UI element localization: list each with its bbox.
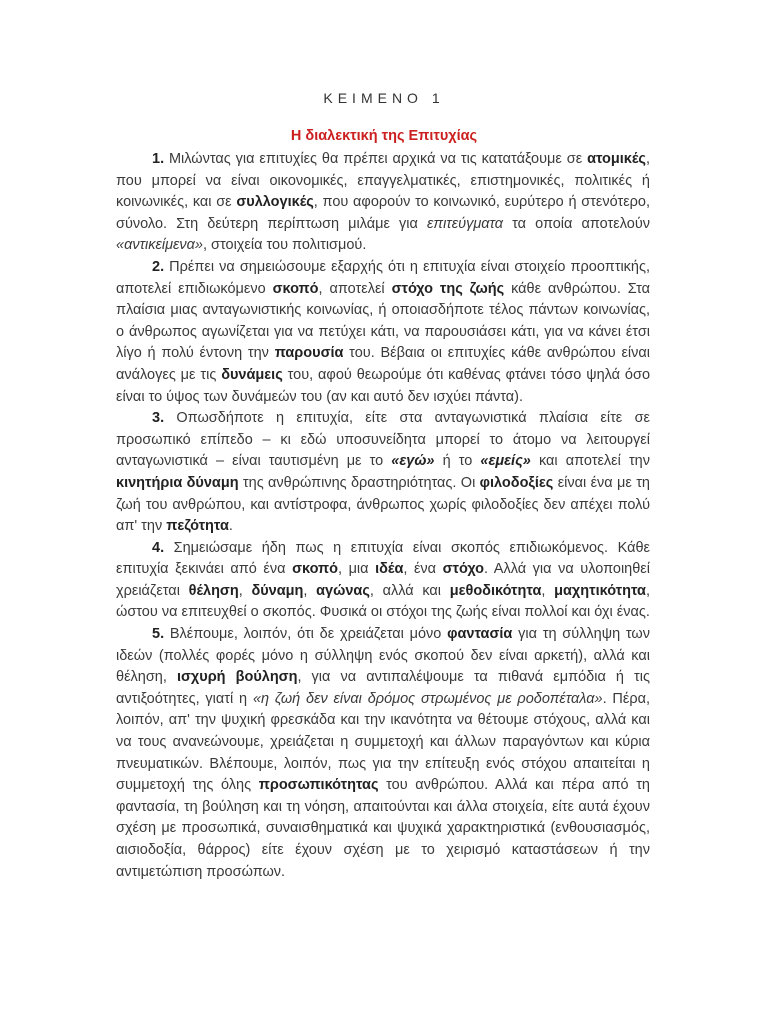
italic-phrase: επιτεύγματα	[427, 215, 504, 232]
text-run: Σημειώσαμε ήδη πως η επιτυχία είναι σκοπός επιδιωκόμενος. Κάθε επιτυχία ξεκινάει από ένα	[116, 539, 650, 578]
text-run: Βλέπουμε, λοιπόν, ότι δε χρειάζεται μόνο	[164, 626, 448, 643]
text-run: ,	[541, 582, 555, 599]
paragraph-number: 2.	[152, 258, 165, 275]
paragraph-number: 4.	[152, 539, 165, 556]
text-run: .	[228, 518, 233, 535]
text-run: κάθε ανθρώπου. Στα πλαίσια μιας ανταγωνιστικής κοινωνίας, ή οποιασδήποτε τέλος πάντων κοινωνίας, ο άνθρωπος αγωνίζεται για να πετύχει κάτι, να παρουσιάσει κάτι, για να κάνει έτσι λίγο ή πολύ έντονη την	[116, 280, 650, 362]
italic-phrase: «αντικείμενα»	[116, 237, 203, 254]
bold-term: κινητήρια δύναμη	[116, 474, 239, 491]
text-run: Πρέπει να σημειώσουμε εξαρχής ότι η επιτυχία είναι στοιχείο προοπτικής, αποτελεί επιδιωκόμενο	[116, 258, 650, 297]
paragraph-number: 1.	[152, 151, 165, 167]
text-run: , για να αντιπαλέψουμε τα πιθανά εμπόδια ή τις αντιξοότητες, γιατί η	[116, 669, 650, 707]
text-run: , που μπορεί να είναι οικονομικές, επαγγελματικές, επιστημονικές, πολιτικές ή κοινωνικές, και σε	[116, 151, 650, 211]
bold-term: θέληση	[188, 582, 239, 599]
bold-term: φιλοδοξίες	[479, 474, 554, 491]
bold-term: σκοπό	[292, 561, 338, 578]
document-heading: ΚΕΙΜΕΝΟ 1	[323, 90, 445, 106]
bold-term: συλλογικές	[236, 194, 314, 211]
bold-term: μεθοδικότητα	[449, 582, 542, 599]
paragraph-4	[116, 538, 650, 624]
bold-term: προσωπικότητας	[258, 777, 379, 794]
text-run: , αποτελεί	[318, 280, 392, 297]
bold-italic-term: «εμείς»	[480, 453, 531, 470]
bold-term: μαχητικότητα	[554, 582, 646, 599]
bold-italic-term: «εγώ»	[391, 453, 435, 470]
text-run: του ανθρώπου. Αλλά και πέρα από τη φαντασία, τη βούληση και τη νόηση, απαιτούνται και άλλα στοιχεία, είτε αυτά έχουν σχέση με προσωπικά, συναισθηματικά και ψυχικά χαρακτηριστικά (ενθουσιασμός, αισιοδοξία, θάρρος) είτε έχουν σχέση με το χειρισμό καταστάσεων ή την αντιμετώπιση προσώπων.	[116, 777, 650, 880]
text-run: της ανθρώπινης δραστηριότητας. Οι	[238, 474, 480, 491]
text-run: , μια	[338, 561, 376, 578]
text-run: Μιλώντας για επιτυχίες θα πρέπει αρχικά να τις κατατάξουμε σε	[164, 151, 588, 167]
text-run: ,	[303, 582, 317, 599]
paragraph-5	[116, 624, 650, 883]
text-run: για τη σύλληψη των ιδεών (πολλές φορές μόνο η σύλληψη ενός σκοπού δεν είναι αρκετή), αλλά και θέληση,	[116, 626, 650, 686]
bold-term: παρουσία	[274, 345, 344, 362]
document-body	[116, 149, 650, 883]
bold-term: δύναμη	[251, 582, 304, 599]
text-run: ή το	[434, 453, 481, 470]
text-run: , που αφορούν το κοινωνικό, ευρύτερο ή στενότερο, σύνολο. Στη δεύτερη περίπτωση μιλάμε για	[116, 194, 650, 232]
bold-term: πεζότητα	[166, 518, 229, 535]
text-run: . Πέρα, λοιπόν, απ' την ψυχική φρεσκάδα και την ικανότητα να θέτουμε στόχους, αλλά και να τους ανανεώνουμε, χρειάζεται η συμμετοχή και άλλων παραγόντων και κύρια πνευματικών. Βλέπουμε, λοιπόν, πως για την επίτευξη ενός στόχου απαιτείται η συμμετοχή της όλης	[116, 690, 651, 794]
text-run: , αλλά και	[369, 582, 450, 599]
text-run: . Αλλά για να υλοποιηθεί χρειάζεται	[116, 561, 650, 599]
bold-term: αγώνας	[316, 582, 370, 599]
text-run: ,	[238, 582, 252, 599]
text-run: , ώστου να επιτευχθεί ο σκοπός. Φυσικά οι στόχοι της ζωής είναι πολλοί και όχι ένας.	[116, 582, 650, 621]
bold-term: ατομικές	[587, 151, 646, 167]
text-run: και αποτελεί την	[530, 453, 650, 470]
paragraph-number: 5.	[152, 626, 165, 643]
text-run: , ένα	[403, 561, 443, 578]
bold-term: ισχυρή βούληση	[176, 669, 298, 686]
text-run: του, αφού θεωρούμε ότι καθένας φτάνει τόσο ψηλά όσο είναι το ύψος των δυνάμεών του (αν και αυτό δεν ισχύει πάντα).	[116, 366, 651, 405]
paragraph-number: 3.	[152, 410, 165, 427]
bold-term: φαντασία	[447, 626, 513, 643]
text-run: Οπωσδήποτε η επιτυχία, είτε στα ανταγωνιστικά πλαίσια είτε σε προσωπικό επίπεδο – κι εδώ υποσυνείδητα μπορεί το άτομο να λειτουργεί ανταγωνιστικά – είναι ταυτισμένη με το	[116, 410, 650, 470]
bold-term: ιδέα	[375, 561, 404, 578]
text-run: είναι ένα με τη ζωή του ανθρώπου, και αντίστροφα, άνθρωπος χωρίς φιλοδοξίες δεν απέχει πολύ απ' την	[116, 474, 650, 535]
bold-term: στόχο της ζωής	[391, 280, 505, 297]
bold-term: στόχο	[442, 561, 485, 578]
bold-term: σκοπό	[272, 280, 319, 297]
text-run: του. Βέβαια οι επιτυχίες κάθε ανθρώπου είναι ανάλογες με τις	[116, 345, 650, 383]
bold-term: δυνάμεις	[221, 366, 283, 383]
text-run: τα οποία αποτελούν	[503, 215, 650, 232]
paragraph-1	[116, 149, 650, 257]
document-title: Η διαλεκτική της Επιτυχίας	[290, 128, 478, 144]
paragraph-2	[116, 257, 650, 408]
italic-phrase: «η ζωή δεν είναι δρόμος στρωμένος με ροδοπέταλα»	[252, 690, 603, 707]
text-run: , στοιχεία του πολιτισμού.	[202, 237, 367, 254]
paragraph-3	[116, 408, 650, 538]
